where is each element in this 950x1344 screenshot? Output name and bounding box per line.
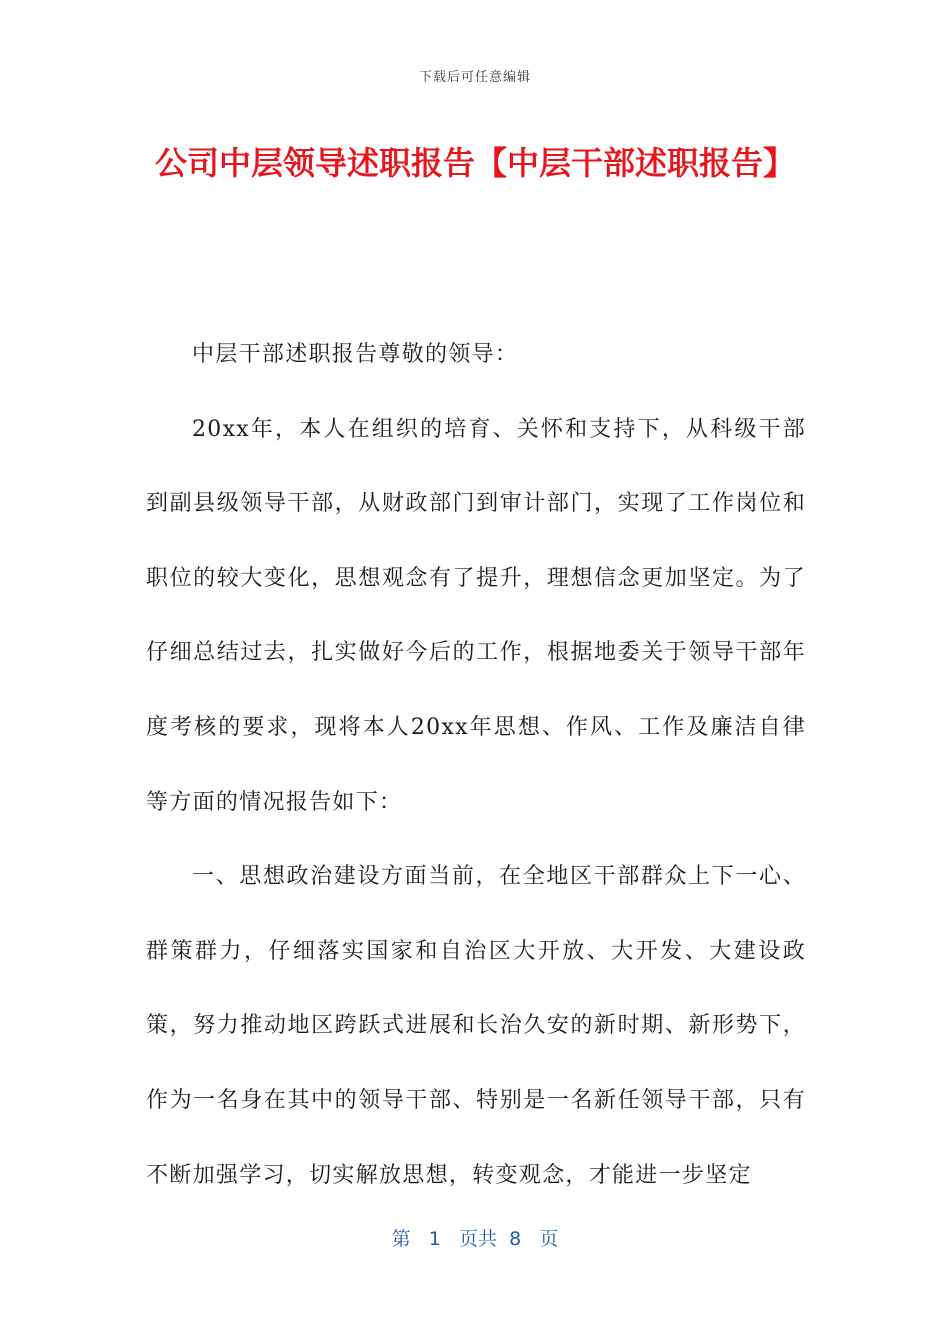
- document-body: [146, 318, 806, 1213]
- intro-paragraph: 20xx年，本人在组织的培育、关怀和支持下，从科级干部到副县级领导干部，从财政部门到审计部门，实现了工作岗位和职位的较大变化，思想观念有了提升，理想信念更加坚定。为了仔细总结过去，扎实做好今后的工作，根据地委关于领导干部年度考核的要求，现将本人20xx年思想、作风、工作及廉洁自律等方面的情况报告如下：: [146, 416, 806, 815]
- page-label-suffix: 页: [539, 1228, 559, 1250]
- page-number: 1: [428, 1228, 441, 1250]
- salutation-paragraph: 中层干部述职报告尊敬的领导：: [192, 342, 519, 367]
- section-one-paragraph: 一、思想政治建设方面当前，在全地区干部群众上下一心、群策群力，仔细落实国家和自治区大开放、大开发、大建设政策，努力推动地区跨跃式进展和长治久安的新时期、新形势下，作为一名身在其中的领导干部、特别是一名新任领导干部，只有不断加强学习，切实解放思想，转变观念，才能进一步坚定: [146, 864, 806, 1188]
- header-note: 下载后可任意编辑: [418, 70, 531, 85]
- page-label-prefix: 第: [391, 1228, 411, 1250]
- document-title: 公司中层领导述职报告【中层干部述职报告】: [154, 144, 795, 182]
- page-label-mid: 页共: [459, 1228, 498, 1250]
- page-footer: [0, 1224, 950, 1251]
- total-pages: 8: [509, 1228, 522, 1250]
